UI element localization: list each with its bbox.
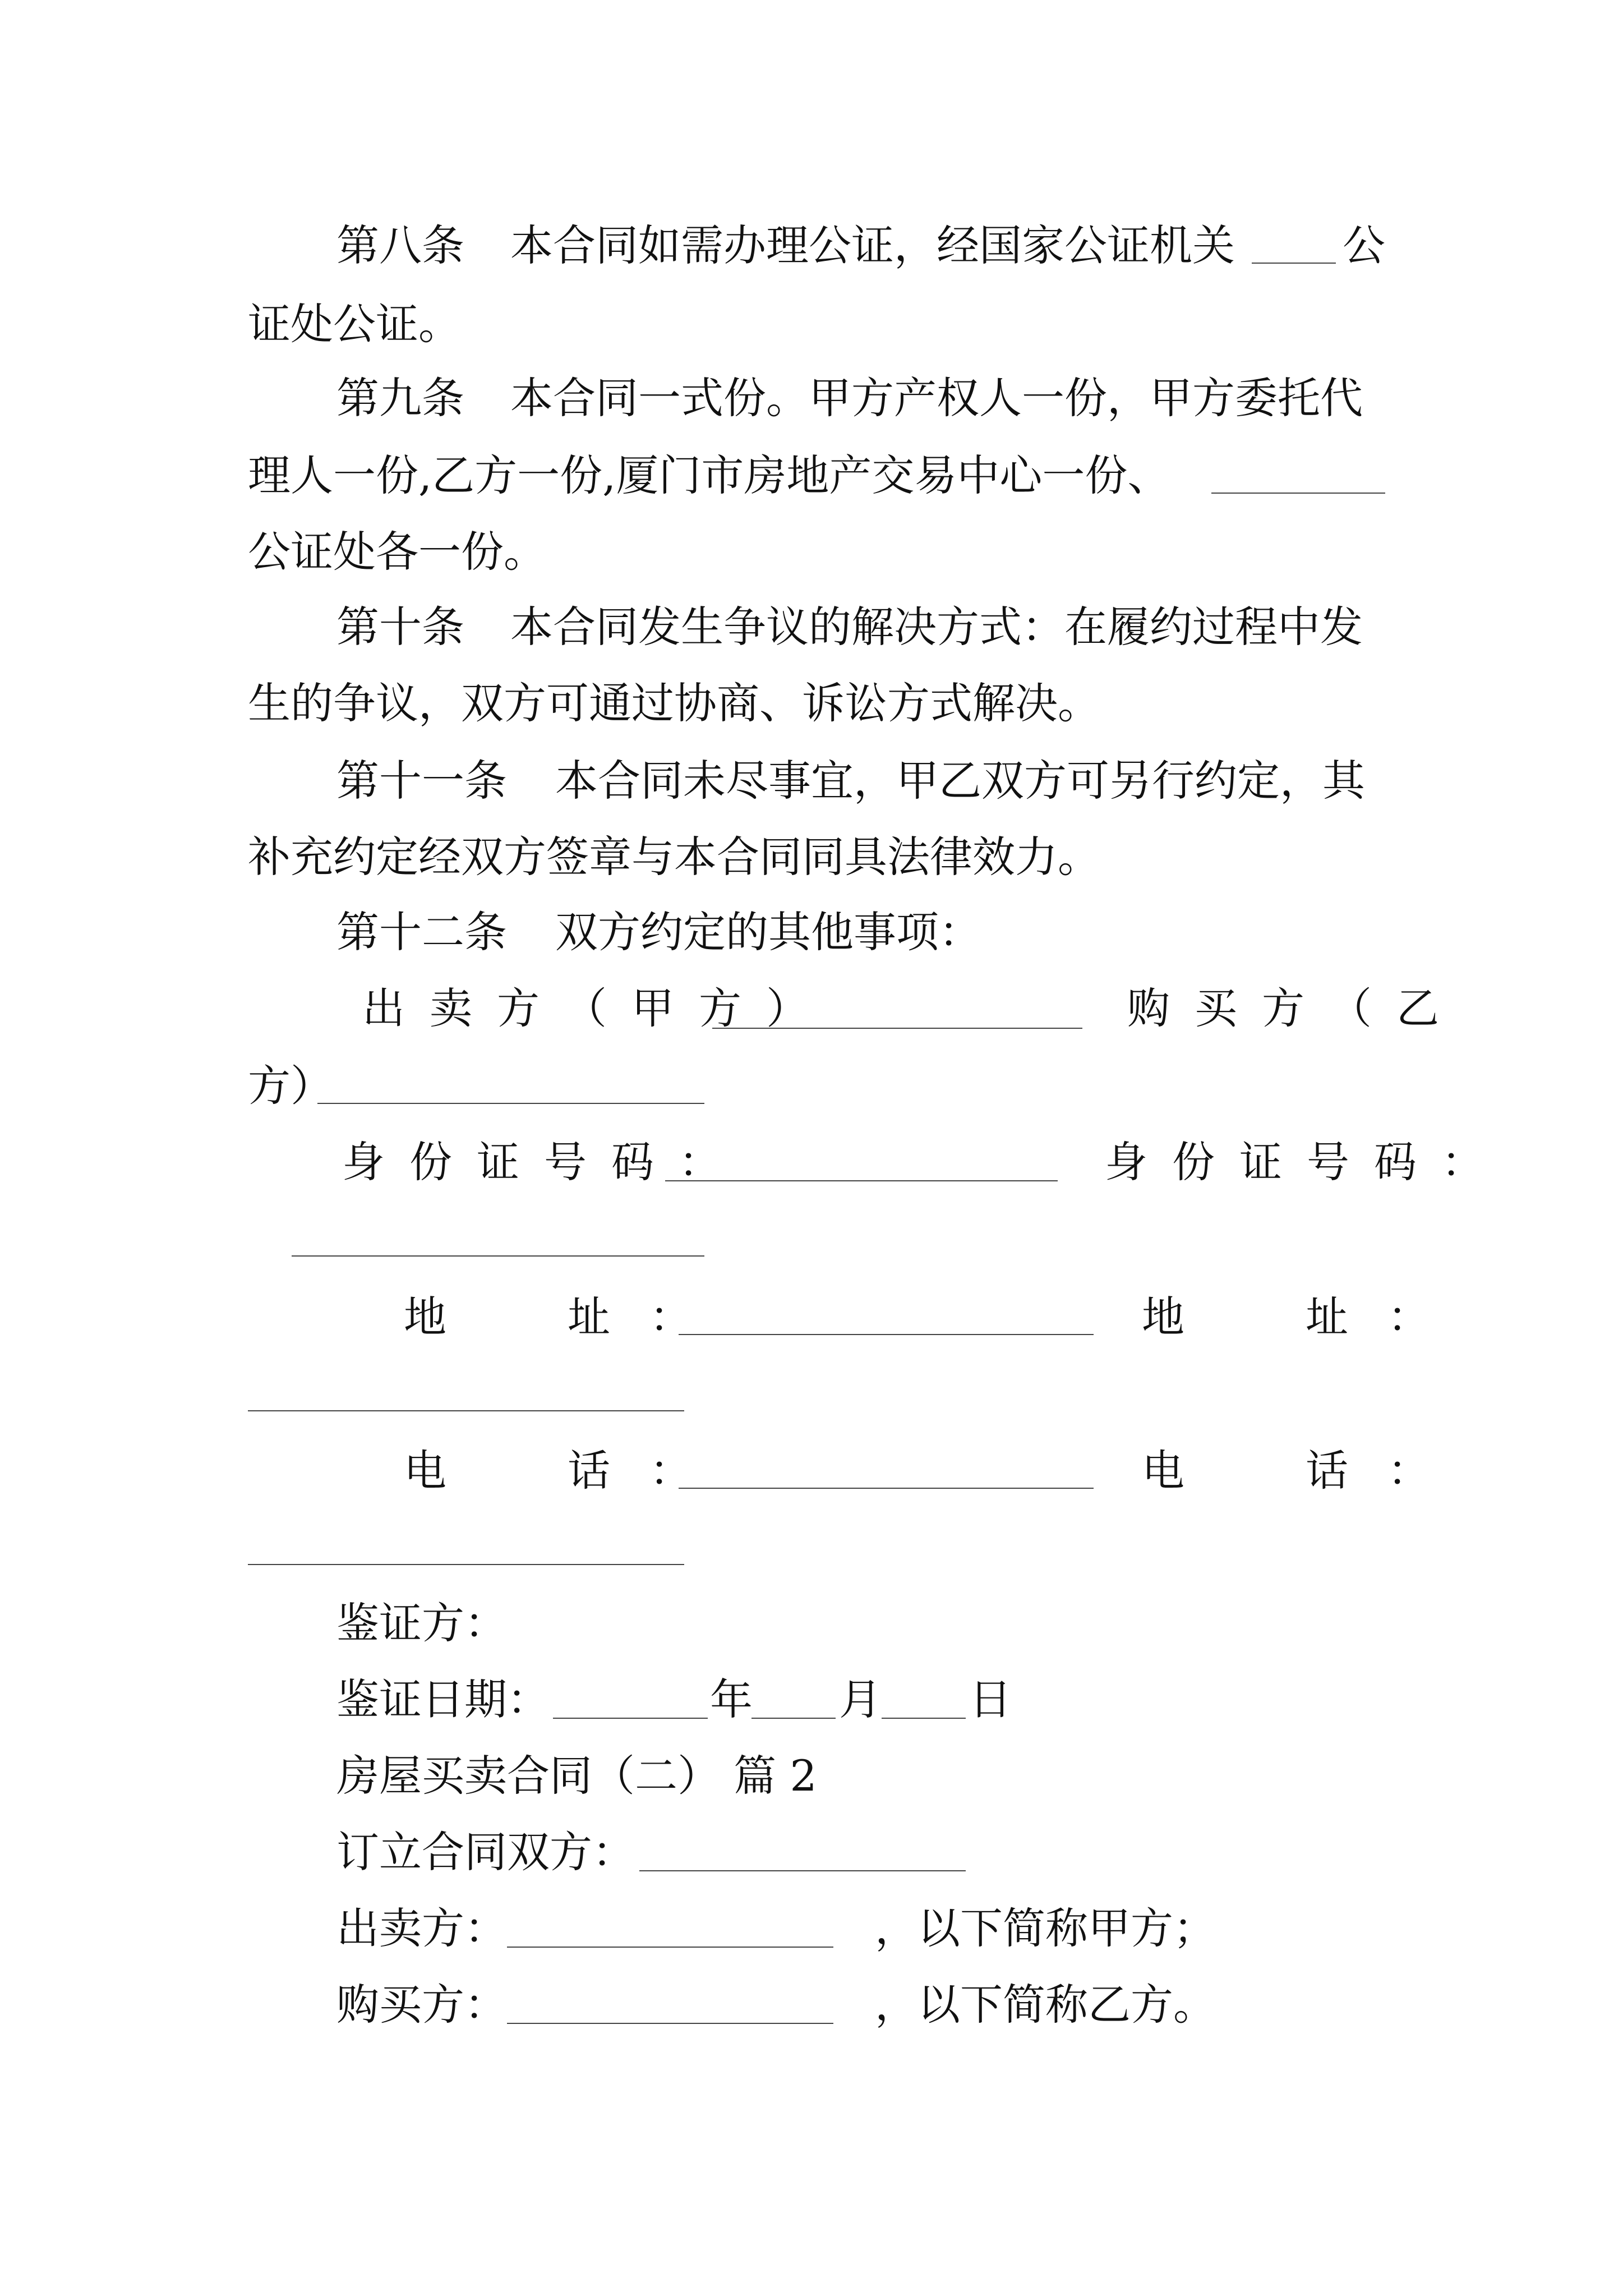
witness-month-blank[interactable] <box>751 1718 836 1719</box>
seller-name-blank[interactable] <box>712 1028 1082 1029</box>
seller-phone-blank[interactable] <box>679 1488 1094 1489</box>
seller-label: 出卖方（甲方） <box>362 983 833 1033</box>
seller-id-label: 身份证号码： <box>342 1137 746 1187</box>
witness-year: 年 <box>710 1674 753 1724</box>
seller-phone-label: 电 话： <box>404 1446 731 1496</box>
buyer-address-blank[interactable] <box>248 1410 684 1411</box>
section-2-buyer-blank[interactable] <box>507 2023 833 2024</box>
witness-day: 日 <box>969 1674 1012 1724</box>
buyer-id-label: 身份证号码： <box>1105 1137 1509 1187</box>
article-8-line-1-end: 公 <box>1343 220 1385 270</box>
article-8-line-1 <box>336 219 1235 273</box>
section-2-seller-suffix: ，以下简称甲方； <box>875 1903 1216 1953</box>
buyer-label-part-2: 方） <box>248 1061 333 1111</box>
section-2-buyer-suffix: ，以下简称乙方。 <box>875 1980 1216 2030</box>
witness-label: 鉴证方： <box>336 1598 507 1648</box>
article-11-line-1 <box>336 754 1365 808</box>
buyer-label-part-1: 购买方（乙 <box>1127 983 1464 1033</box>
witness-month: 月 <box>839 1674 882 1724</box>
witness-date-label: 鉴证日期： <box>336 1674 550 1724</box>
parties-blank[interactable] <box>639 1870 966 1871</box>
section-2-seller-blank[interactable] <box>507 1947 833 1948</box>
seller-id-blank[interactable] <box>665 1180 1058 1181</box>
article-12-text: 双方约定的其他事项： <box>555 907 981 957</box>
seller-address-blank[interactable] <box>679 1334 1094 1335</box>
article-8-number: 第八条 <box>336 220 464 270</box>
buyer-name-blank[interactable] <box>317 1103 704 1104</box>
section-2-title: 房屋买卖合同（二） 篇 2 <box>336 1751 817 1801</box>
buyer-id-blank[interactable] <box>292 1255 704 1257</box>
article-12-line <box>336 905 981 959</box>
seller-address-label: 地 址： <box>404 1292 731 1342</box>
article-9-blank <box>1211 493 1385 494</box>
section-2-seller-label: 出卖方： <box>336 1903 507 1953</box>
article-10-line-2: 生的争议，双方可通过协商、诉讼方式解决。 <box>248 678 1100 728</box>
article-11-text: 本合同未尽事宜，甲乙双方可另行约定，其 <box>555 756 1365 806</box>
article-12-number: 第十二条 <box>336 907 507 957</box>
article-8-text: 本合同如需办理公证，经国家公证机关 <box>510 220 1235 270</box>
buyer-phone-blank[interactable] <box>248 1564 684 1565</box>
article-11-line-2: 补充约定经双方签章与本合同同具法律效力。 <box>248 832 1100 882</box>
witness-day-blank[interactable] <box>882 1718 966 1719</box>
parties-label: 订立合同双方： <box>336 1827 635 1877</box>
article-10-line-1 <box>336 600 1363 654</box>
article-8-blank <box>1252 263 1336 264</box>
article-10-text: 本合同发生争议的解决方式：在履约过程中发 <box>510 602 1363 652</box>
buyer-address-label: 地 址： <box>1142 1292 1469 1342</box>
witness-year-blank[interactable] <box>553 1718 708 1719</box>
article-10-number: 第十条 <box>336 602 464 652</box>
article-9-line-3: 公证处各一份。 <box>248 527 546 577</box>
article-8-line-2: 证处公证。 <box>248 299 461 349</box>
section-2-buyer-label: 购买方： <box>336 1980 507 2030</box>
article-9-number: 第九条 <box>336 373 464 423</box>
article-9-line-1 <box>336 371 1363 425</box>
article-9-line-2: 理人一份,乙方一份,厦门市房地产交易中心一份、 <box>248 450 1170 500</box>
buyer-phone-label: 电 话： <box>1142 1446 1469 1496</box>
article-9-text: 本合同一式份。甲方产权人一份，甲方委托代 <box>510 373 1363 423</box>
article-11-number: 第十一条 <box>336 756 507 806</box>
